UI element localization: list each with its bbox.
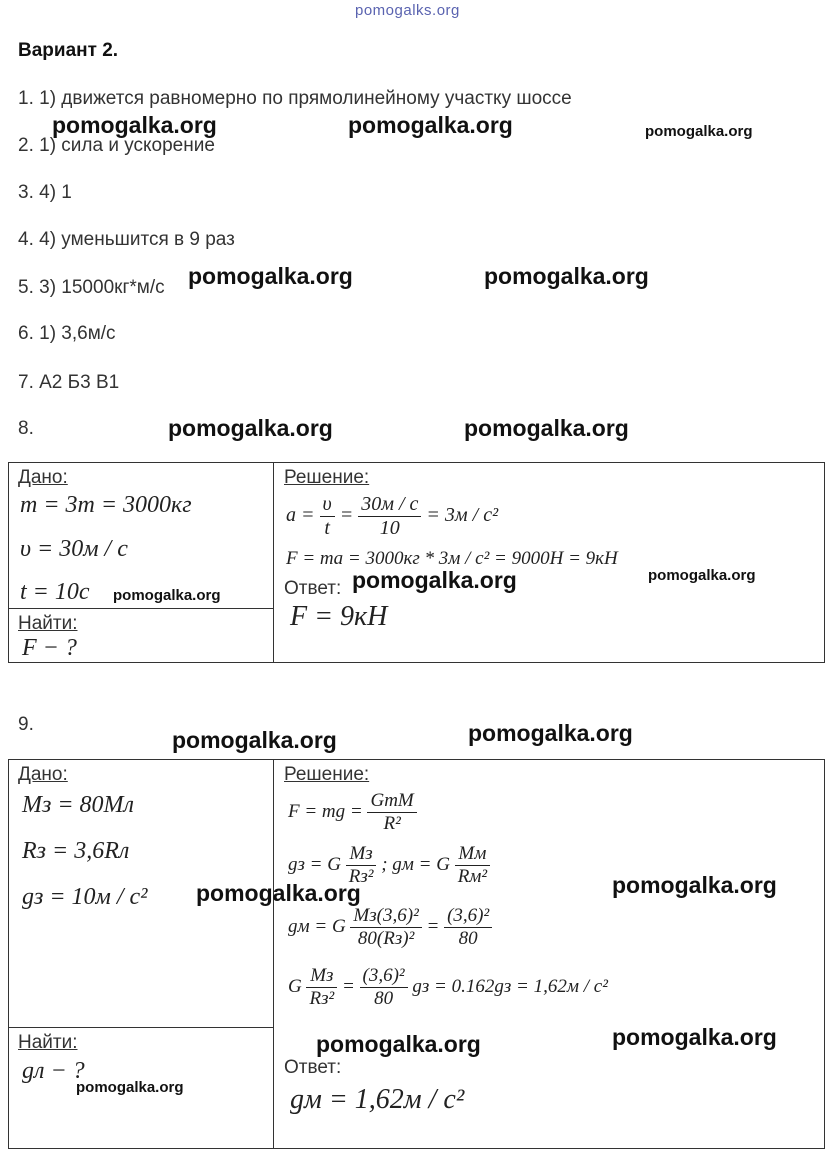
watermark: pomogalka.org xyxy=(172,727,337,753)
watermark: pomogalka.org xyxy=(352,567,517,593)
site-header[interactable]: pomogalks.org xyxy=(355,2,460,19)
given-radius-ratio: Rз = 3,6Rл xyxy=(22,838,130,864)
answer-7: 7. А2 Б3 В1 xyxy=(18,372,120,393)
solution-label: Решение: xyxy=(284,764,370,785)
equation-moon-gravity: gм = G $\frac{\text{Mз(3,6)²}}{\text{80(Rз)²}}$ = $\frac{\text{(3,6)²}}{80}$ xyxy=(288,905,492,950)
given-time: t = 10с xyxy=(20,579,90,605)
watermark: pomogalka.org xyxy=(468,720,633,746)
given-label: Дано: xyxy=(18,764,68,785)
answer-5: 5. 3) 15000кг*м/с xyxy=(18,277,165,298)
given-gravity: gз = 10м / с² xyxy=(22,884,148,910)
watermark: pomogalka.org xyxy=(316,1031,481,1057)
equation-gravity-law: F = mg = $\frac{\text{GmM}}{\text{R²}}$ xyxy=(288,790,417,835)
equation-acceleration: a = $\frac{\upsilon}{t}$ = $\frac{30м / с}{10}$ = 3м / с² xyxy=(286,493,499,539)
given-speed: υ = 30м / с xyxy=(20,536,128,562)
answer-1: 1. 1) движется равномерно по прямолинейному участку шоссе xyxy=(18,88,572,109)
answer-6: 6. 1) 3,6м/с xyxy=(18,323,116,344)
watermark: pomogalka.org xyxy=(348,112,513,138)
equation-force: F = ma = 3000кг * 3м / с² = 9000Н = 9кН xyxy=(286,548,618,569)
answer-value: gм = 1,62м / с² xyxy=(290,1084,465,1115)
watermark: pomogalka.org xyxy=(645,123,753,140)
task9-number: 9. xyxy=(18,714,34,735)
find-value: F − ? xyxy=(22,635,77,661)
given-mass: m = 3т = 3000кг xyxy=(20,492,192,518)
find-label: Найти: xyxy=(18,1032,78,1053)
find-value: gл − ? xyxy=(22,1058,85,1084)
task8-number: 8. xyxy=(18,418,34,439)
answer-3: 3. 4) 1 xyxy=(18,182,72,203)
given-label: Дано: xyxy=(18,467,68,488)
watermark: pomogalka.org xyxy=(648,567,756,584)
watermark: pomogalka.org xyxy=(196,880,361,906)
page-title: Вариант 2. xyxy=(18,40,119,61)
watermark: pomogalka.org xyxy=(168,415,333,441)
solution-label: Решение: xyxy=(284,467,370,488)
equation-result: G $\frac{Mз}{\text{Rз²}}$ = $\frac{\text{(3,6)²}}{80}$ gз = 0.162gз = 1,62м / с² xyxy=(288,965,608,1009)
given-mass-ratio: Mз = 80Mл xyxy=(22,792,135,818)
answer-label: Ответ: xyxy=(284,578,342,599)
answer-value: F = 9кН xyxy=(290,601,388,632)
watermark: pomogalka.org xyxy=(188,263,353,289)
watermark: pomogalka.org xyxy=(464,415,629,441)
watermark: pomogalka.org xyxy=(113,587,221,604)
equation-surface-gravity: gз = G $\frac{Mз}{\text{Rз²}}$ ; gм = G $\frac{Mм}{\text{Rм²}}$ xyxy=(288,843,490,888)
watermark: pomogalka.org xyxy=(612,872,777,898)
answer-label: Ответ: xyxy=(284,1057,342,1078)
answer-2: 2. 1) сила и ускорение xyxy=(18,135,215,156)
watermark: pomogalka.org xyxy=(484,263,649,289)
watermark: pomogalka.org xyxy=(612,1024,777,1050)
find-label: Найти: xyxy=(18,613,78,634)
watermark: pomogalka.org xyxy=(52,112,217,138)
answer-4: 4. 4) уменьшится в 9 раз xyxy=(18,229,235,250)
watermark: pomogalka.org xyxy=(76,1079,184,1096)
